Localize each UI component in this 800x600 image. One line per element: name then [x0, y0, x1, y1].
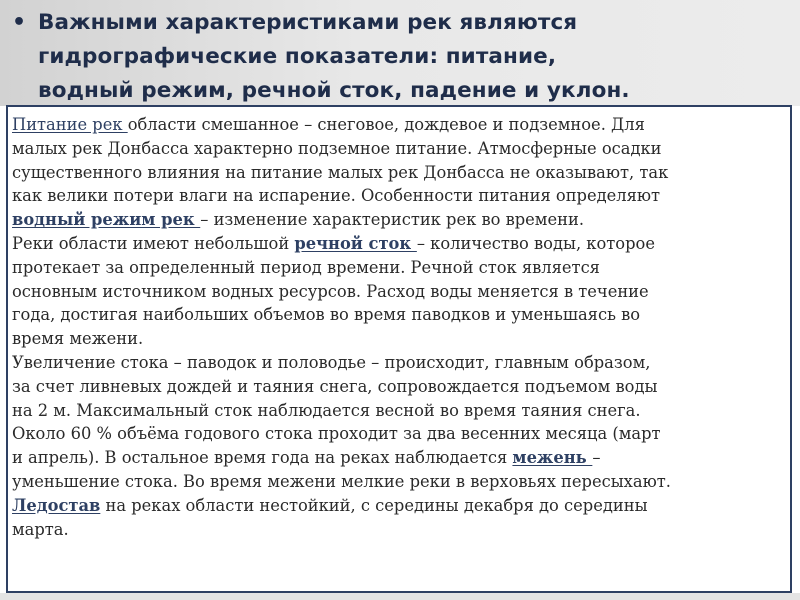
term-vodnyy-rezhim: водный режим рек [12, 210, 201, 230]
slide-heading [12, 6, 792, 108]
content-box [6, 105, 792, 593]
term-ledostav: Ледостав [12, 495, 101, 515]
text-line-12: за счет ливневых дождей и таяния снега, сопровождается подъемом воды [12, 376, 658, 396]
title-line-1: Важными характеристиками рек являются [38, 10, 578, 35]
text-line-3: существенного влияния на питание малых рек Донбасса не оказывают, так [12, 162, 669, 182]
text-line-8: основным источником водных ресурсов. Расход воды меняется в течение [12, 281, 649, 301]
text-line-9: года, достигая наибольших объемов во время паводков и уменьшаясь во [12, 305, 641, 325]
term-pitanie-rek: Питание рек [12, 115, 128, 134]
text-line-17 [12, 494, 786, 518]
text-line-1 [12, 113, 786, 137]
text-line-10: время межени. [12, 329, 144, 349]
bullet-icon: • [12, 10, 27, 35]
title-line-2: гидрографические показатели: питание, [38, 44, 557, 69]
line-text: – [592, 448, 601, 468]
term-rechnoy-stok: речной сток [294, 233, 417, 253]
line-text: – количество воды, которое [416, 233, 655, 253]
line-text: области смешанное – снеговое, дождевое и подземное. Для [127, 115, 645, 134]
text-line-2: малых рек Донбасса характерно подземное питание. Атмосферные осадки [12, 138, 662, 158]
text-line-16: уменьшение стока. Во время межени мелкие реки в верховьях пересыхают. [12, 471, 671, 491]
line-text: и апрель). В остальное время года на реках наблюдается [12, 448, 513, 468]
text-line-11: Увеличение стока – паводок и половодье – происходит, главным образом, [12, 352, 651, 372]
text-line-6 [12, 232, 786, 256]
line-text: на реках области нестойкий, с середины декабря до середины [100, 495, 648, 515]
slide-title [38, 6, 630, 108]
text-line-18: марта. [12, 519, 69, 539]
text-line-15 [12, 446, 786, 470]
line-text: Реки области имеют небольшой [12, 233, 295, 253]
text-line-7: протекает за определенный период времени. Речной сток является [12, 257, 600, 277]
text-line-5 [12, 208, 786, 232]
term-mezhen: межень [512, 448, 593, 468]
title-line-3: водный режим, речной сток, падение и уклон. [38, 78, 630, 103]
line-text: – изменение характеристик рек во времени. [200, 210, 584, 230]
bottom-strip [0, 593, 800, 600]
text-line-14: Около 60 % объёма годового стока проходит за два весенних месяца (март [12, 424, 661, 444]
text-line-4: как велики потери влаги на испарение. Особенности питания определяют [12, 186, 661, 206]
text-line-13: на 2 м. Максимальный сток наблюдается весной во время таяния снега. [12, 400, 641, 420]
